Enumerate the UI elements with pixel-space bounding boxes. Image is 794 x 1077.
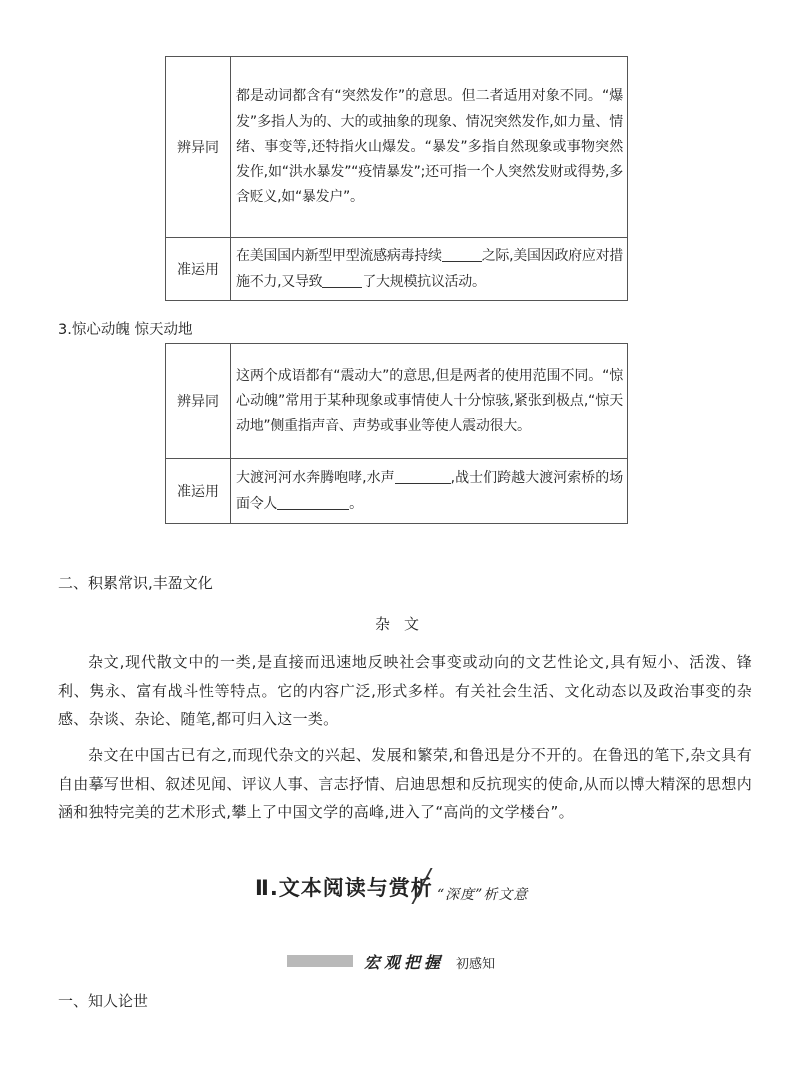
table-row [166, 238, 628, 301]
row-label-apply: 准运用 [166, 238, 231, 301]
macro-subtitle: 初感知 [456, 957, 496, 972]
essay-title: 杂文 [374, 615, 433, 633]
fill-blank[interactable] [322, 273, 362, 288]
fill-blank[interactable] [277, 495, 349, 510]
macro-title: 宏观把握 [364, 953, 445, 972]
apply-text-part: 在美国国内新型甲型流感病毒持续 [236, 248, 442, 265]
apply-text-part: 了大规模抗议活动。 [362, 273, 486, 290]
essay-paragraph-2: 杂文在中国古已有之,而现代杂文的兴起、发展和繁荣,和鲁迅是分不开的。在鲁迅的笔下,杂文具有自由摹写世相、叙述见闻、评议人事、言志抒情、启迪思想和反抗现实的使命,从而以博大精深的思想内涵和独特完美的艺术形式,攀上了中国文学的高峰,进入了“高尚的文学楼台”。 [58, 746, 752, 822]
fill-blank[interactable] [395, 469, 451, 484]
table-row [166, 459, 628, 524]
section-1-title: 一、知人论世 [58, 992, 149, 1010]
apply-text-part: 大渡河河水奔腾咆哮,水声 [236, 470, 395, 487]
part-2-heading: Ⅱ.文本阅读与赏析 [255, 876, 433, 900]
row-text-distinguish: 都是动词都含有“突然发作”的意思。但二者适用对象不同。“爆发”多指人为的、大的或抽象的现象、情况突然发作,如力量、情绪、事变等,还特指火山爆发。“暴发”多指自然现象或事物突然发作,如“洪水暴发”“疫情暴发”;还可指一个人突然发财或得势,多含贬义,如“暴发户”。 [231, 57, 628, 238]
part-2-subheading: “深度”析文意 [437, 887, 529, 903]
row-label-distinguish: 辨异同 [166, 344, 231, 459]
table-row [166, 344, 628, 459]
table-row [166, 57, 628, 238]
fill-blank[interactable] [442, 247, 482, 262]
banner-bar [287, 955, 353, 967]
row-label-apply: 准运用 [166, 459, 231, 524]
apply-text-part: 之际,美国因政府应对措施不力,又导致 [236, 248, 623, 290]
word-comparison-table-1 [165, 56, 628, 301]
item-3-title: 3.惊心动魄 惊天动地 [58, 322, 193, 338]
row-text-apply [231, 238, 628, 301]
row-text-distinguish: 这两个成语都有“震动大”的意思,但是两者的使用范围不同。“惊心动魄”常用于某种现象或事情使人十分惊骇,紧张到极点,“惊天动地”侧重指声音、声势或事业等使人震动很大。 [231, 344, 628, 459]
apply-text-part: 。 [349, 495, 363, 512]
essay-paragraph-1: 杂文,现代散文中的一类,是直接而迅速地反映社会事变或动向的文艺性论文,具有短小、活泼、锋利、隽永、富有战斗性等特点。它的内容广泛,形式多样。有关社会生活、文化动态以及政治事变的杂感、杂谈、杂论、随笔,都可归入这一类。 [58, 653, 752, 729]
row-label-distinguish: 辨异同 [166, 57, 231, 238]
section-2-title: 二、积累常识,丰盈文化 [58, 574, 213, 592]
row-text-apply [231, 459, 628, 524]
word-comparison-table-2 [165, 343, 628, 524]
apply-text-part: ,战士们跨越大渡河索桥的场面令人 [236, 470, 623, 512]
